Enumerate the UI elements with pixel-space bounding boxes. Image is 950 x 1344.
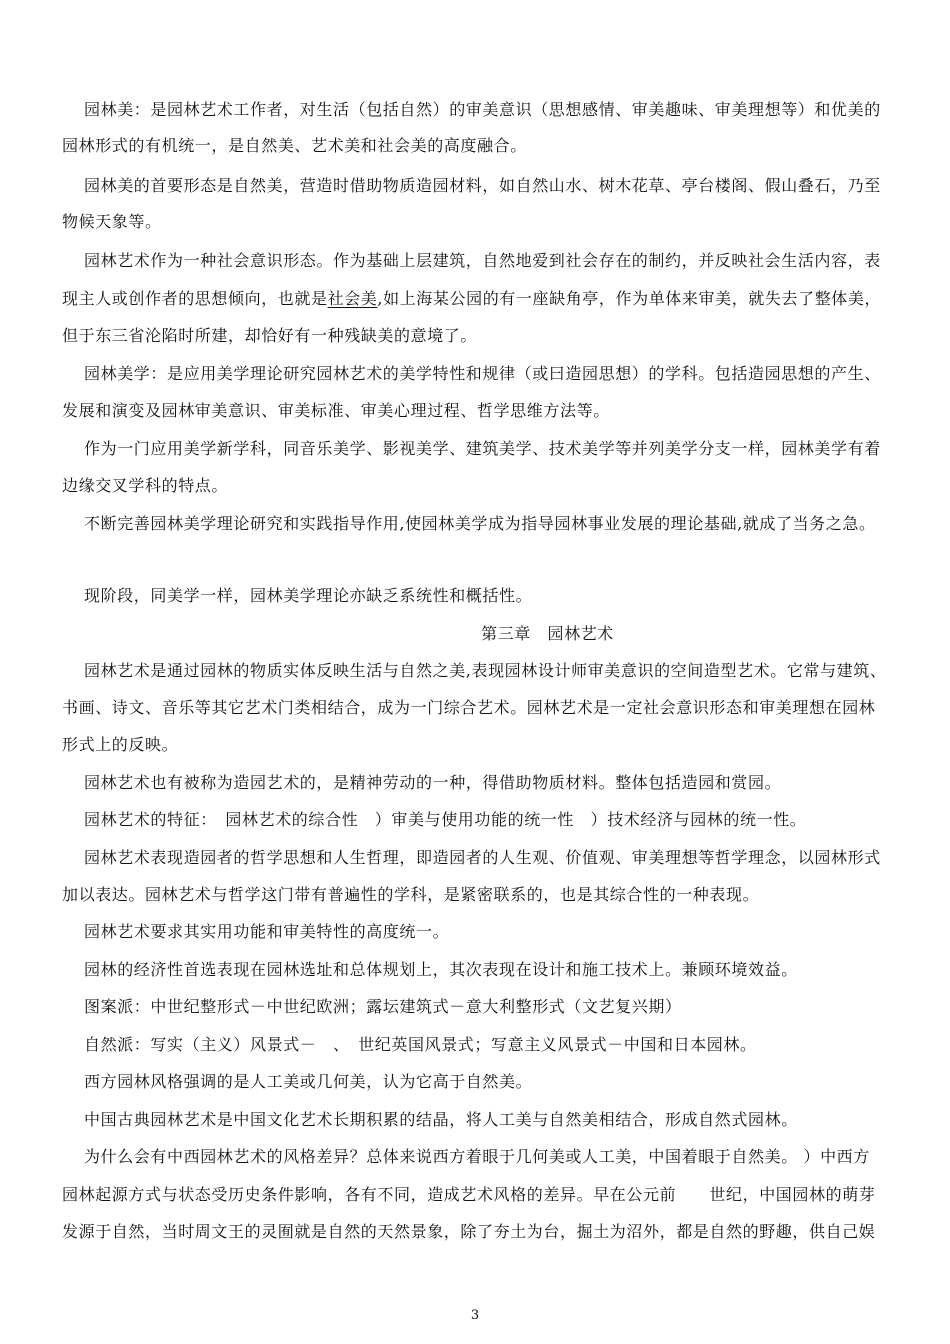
paragraph-line: 书画、诗文、音乐等其它艺术门类相结合，成为一门综合艺术。园林艺术是一定社会意识形态和审美理想在园林 bbox=[62, 698, 876, 717]
paragraph-line: 园林美的首要形态是自然美，营造时借助物质造园材料，如自然山水、树木花草、亭台楼阁、假山叠石，乃至 bbox=[84, 176, 881, 195]
chapter-heading: 第三章 园林艺术 bbox=[481, 624, 614, 643]
paragraph-line: 园林起源方式与状态受历史条件影响，各有不同，造成艺术风格的差异。早在公元前 世纪，中国园林的萌芽 bbox=[62, 1185, 876, 1204]
paragraph-line: 边缘交叉学科的特点。 bbox=[62, 476, 229, 495]
page-number: 3 bbox=[470, 1308, 480, 1323]
paragraph-line: 园林艺术表现造园者的哲学思想和人生哲理，即造园者的人生观、价值观、审美理想等哲学理念，以园林形式 bbox=[84, 848, 881, 867]
text-segment: 现主人或创作者的思想倾向，也就是 bbox=[62, 289, 328, 308]
paragraph-line: 为什么会有中西园林艺术的风格差异？总体来说西方着眼于几何美或人工美，中国着眼于自然美。 ）中西方 bbox=[84, 1147, 870, 1166]
paragraph-line: 发展和演变及园林审美意识、审美标准、审美心理过程、哲学思维方法等。 bbox=[62, 401, 610, 420]
paragraph-line: 园林美学：是应用美学理论研究园林艺术的美学特性和规律（或曰造园思想）的学科。包括造园思想的产生、 bbox=[84, 364, 881, 383]
paragraph-line: 发源于自然，当时周文王的灵囿就是自然的天然景象，除了夯土为台，掘土为沼外，都是自然的野趣，供自己娱 bbox=[62, 1222, 876, 1241]
paragraph-line: 西方园林风格强调的是人工美或几何美，认为它高于自然美。 bbox=[84, 1072, 533, 1091]
paragraph-line: 园林艺术是通过园林的物质实体反映生活与自然之美,表现园林设计师审美意识的空间造型艺术。它常与建筑、 bbox=[84, 661, 887, 680]
paragraph-line: 物候天象等。 bbox=[62, 212, 162, 231]
paragraph-line: 园林形式的有机统一，是自然美、艺术美和社会美的高度融合。 bbox=[62, 136, 527, 155]
paragraph-line: 园林艺术要求其实用功能和审美特性的高度统一。 bbox=[84, 922, 450, 941]
paragraph-line: 园林艺术的特征： 园林艺术的综合性 ）审美与使用功能的统一性 ）技术经济与园林的统一性。 bbox=[84, 810, 807, 829]
paragraph-line-with-underline bbox=[62, 283, 888, 314]
paragraph-line: 不断完善园林美学理论研究和实践指导作用,使园林美学成为指导园林事业发展的理论基础,就成了当务之急。 bbox=[84, 514, 876, 533]
paragraph-line: 作为一门应用美学新学科，同音乐美学、影视美学、建筑美学、技术美学等并列美学分支一样，园林美学有着 bbox=[84, 439, 881, 458]
paragraph-line: 现阶段，同美学一样，园林美学理论亦缺乏系统性和概括性。 bbox=[84, 586, 533, 605]
paragraph-line: 加以表达。园林艺术与哲学这门带有普遍性的学科，是紧密联系的，也是其综合性的一种表现。 bbox=[62, 885, 760, 904]
paragraph-line: 形式上的反映。 bbox=[62, 735, 179, 754]
paragraph-line: 园林艺术作为一种社会意识形态。作为基础上层建筑，自然地爱到社会存在的制约，并反映社会生活内容，表 bbox=[84, 251, 881, 270]
paragraph-line: 但于东三省沦陷时所建，却恰好有一种残缺美的意境了。 bbox=[62, 326, 478, 345]
paragraph-line: 图案派：中世纪整形式－中世纪欧洲；露坛建筑式－意大利整形式（文艺复兴期） bbox=[84, 997, 682, 1016]
paragraph-line: 中国古典园林艺术是中国文化艺术长期积累的结晶，将人工美与自然美相结合，形成自然式园林。 bbox=[84, 1110, 798, 1129]
text-segment: ,如上海某公园的有一座缺角亭，作为单体来审美，就失去了整体美， bbox=[377, 289, 882, 308]
paragraph-line: 园林艺术也有被称为造园艺术的，是精神劳动的一种，得借助物质材料。整体包括造园和赏园。 bbox=[84, 773, 782, 792]
paragraph-line: 自然派：写实（主义）风景式－ 、 世纪英国风景式；写意主义风景式－中国和日本园林。 bbox=[84, 1035, 757, 1054]
paragraph-line: 园林美：是园林艺术工作者，对生活（包括自然）的审美意识（思想感情、审美趣味、审美理想等）和优美的 bbox=[84, 100, 881, 119]
underlined-term: 社会美 bbox=[327, 289, 378, 308]
paragraph-line: 园林的经济性首选表现在园林选址和总体规划上，其次表现在设计和施工技术上。兼顾环境效益。 bbox=[84, 960, 798, 979]
